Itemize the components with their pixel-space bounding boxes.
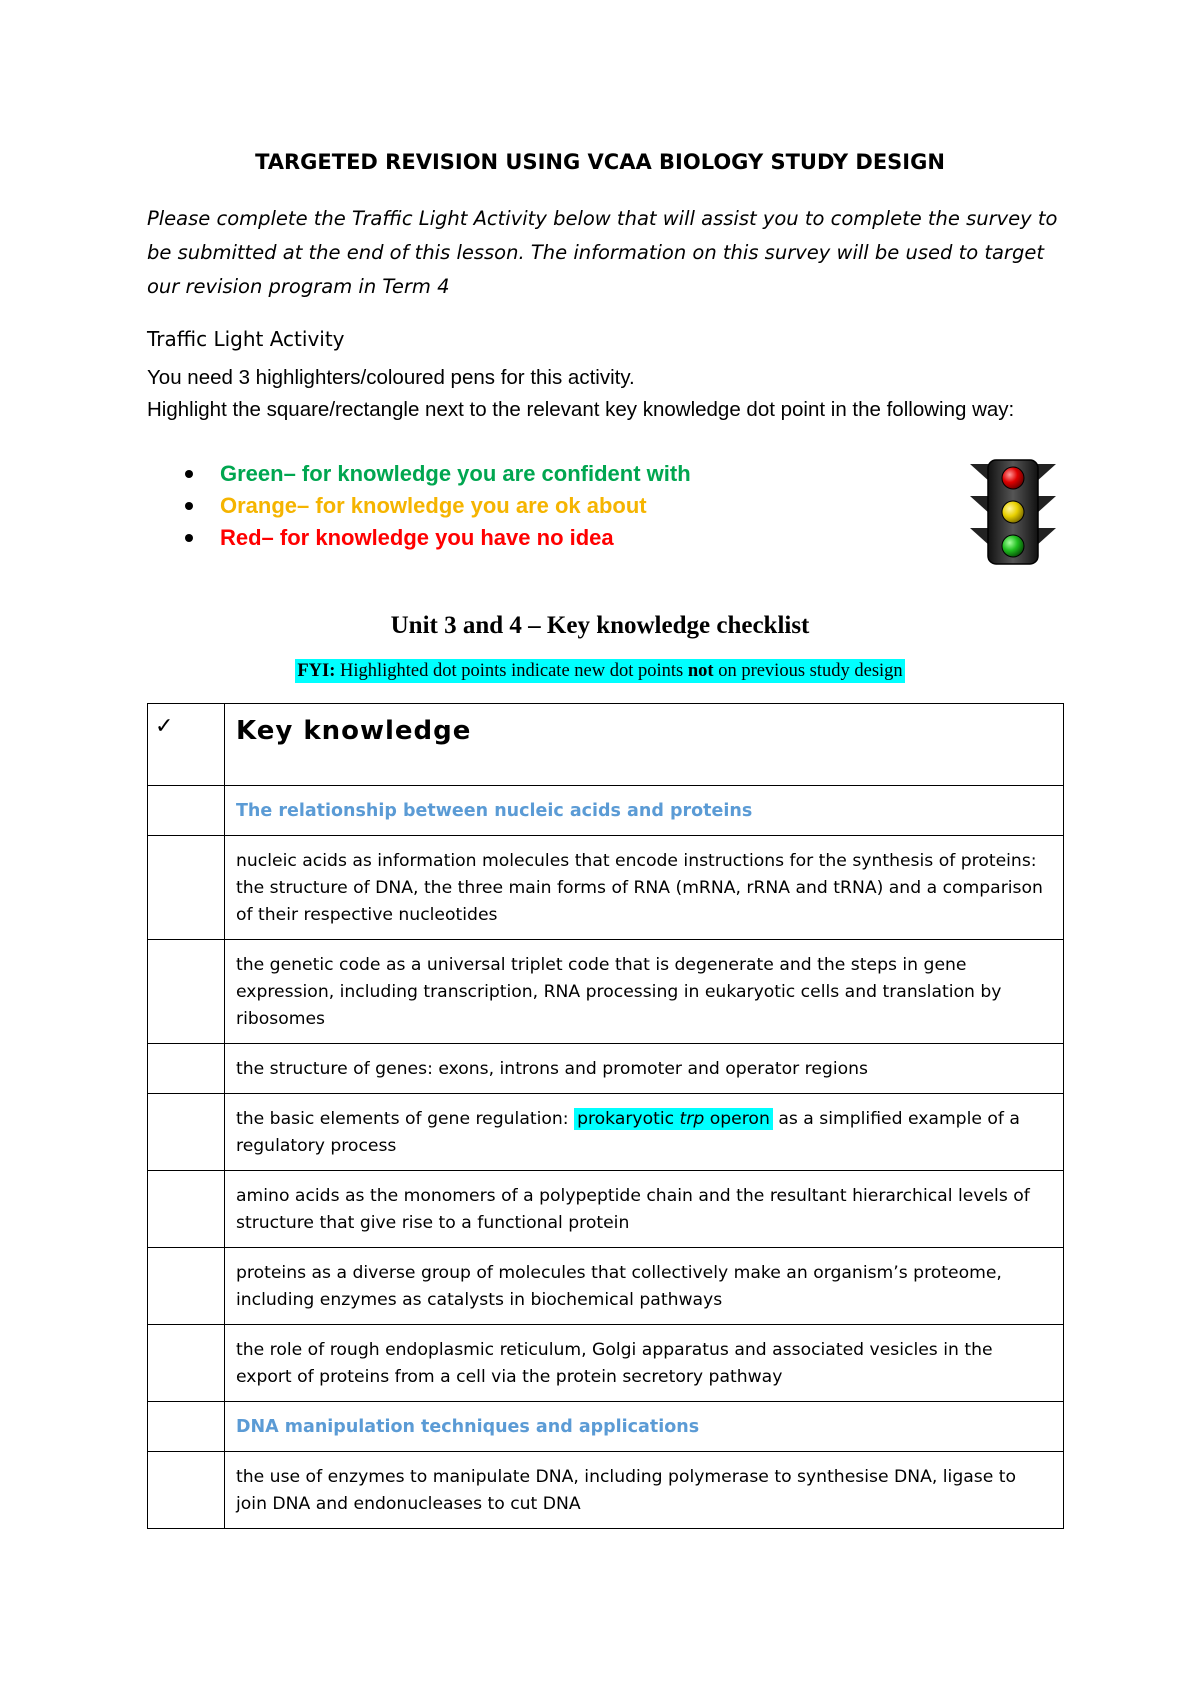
gene-reg-hl-italic: trp — [679, 1109, 705, 1129]
check-cell[interactable] — [148, 1094, 225, 1171]
check-cell[interactable] — [148, 1171, 225, 1248]
checklist-heading: Unit 3 and 4 – Key knowledge checklist — [390, 612, 810, 639]
table-row — [148, 1325, 1064, 1402]
check-cell[interactable] — [148, 786, 225, 836]
instruction-line-2: Highlight the square/rectangle next to the relevant key knowledge dot point in the following way: — [147, 398, 1015, 421]
fyi-text-after: on previous study design — [718, 661, 903, 681]
traffic-light-heading: Traffic Light Activity — [147, 327, 345, 351]
knowledge-item: nucleic acids as information molecules that encode instructions for the synthesis of proteins: the structure of DNA, the three main forms of RNA (mRNA, rRNA and tRNA) and a comparison of their respective nucleotides — [225, 836, 1064, 940]
table-row — [148, 940, 1064, 1044]
list-item — [180, 490, 691, 522]
bullet-icon — [185, 534, 193, 542]
check-column-header — [148, 704, 225, 786]
traffic-light-icon — [968, 458, 1058, 566]
check-cell[interactable] — [148, 1325, 225, 1402]
fyi-text-before: Highlighted dot points indicate new dot points — [339, 661, 684, 681]
check-cell[interactable] — [148, 836, 225, 940]
table-row — [148, 1402, 1064, 1452]
bullet-icon — [185, 470, 193, 478]
table-row — [148, 1171, 1064, 1248]
color-key-list — [180, 458, 691, 554]
knowledge-item: the role of rough endoplasmic reticulum, Golgi apparatus and associated vesicles in the export of proteins from a cell via the protein secretory pathway — [225, 1325, 1064, 1402]
check-cell[interactable] — [148, 940, 225, 1044]
knowledge-item: the structure of genes: exons, introns and promoter and operator regions — [225, 1044, 1064, 1094]
bullet-icon — [185, 502, 193, 510]
gene-reg-hl-b: operon — [709, 1109, 770, 1129]
instruction-line-1: You need 3 highlighters/coloured pens for this activity. — [147, 366, 635, 389]
table-header-row — [148, 704, 1064, 786]
green-key-text: Green– for knowledge you are confident with — [220, 461, 691, 486]
new-dot-point-highlight — [574, 1108, 773, 1130]
check-cell[interactable] — [148, 1452, 225, 1529]
list-item — [180, 522, 691, 554]
table-row — [148, 786, 1064, 836]
gene-reg-hl-a: prokaryotic — [577, 1109, 675, 1129]
check-cell[interactable] — [148, 1402, 225, 1452]
orange-key-text: Orange– for knowledge you are ok about — [220, 493, 647, 518]
red-key-text: Red– for knowledge you have no idea — [220, 525, 614, 550]
check-cell[interactable] — [148, 1248, 225, 1325]
knowledge-item: the use of enzymes to manipulate DNA, including polymerase to synthesise DNA, ligase to join DNA and endonucleases to cut DNA — [225, 1452, 1064, 1529]
knowledge-item: the genetic code as a universal triplet code that is degenerate and the steps in gene expression, including transcription, RNA processing in eukaryotic cells and translation by ribosomes — [225, 940, 1064, 1044]
fyi-note — [0, 661, 1200, 682]
knowledge-item: proteins as a diverse group of molecules that collectively make an organism’s proteome, including enzymes as catalysts in biochemical pathways — [225, 1248, 1064, 1325]
section-heading-dna-manipulation: DNA manipulation techniques and applications — [225, 1402, 1064, 1452]
table-row — [148, 1248, 1064, 1325]
table-row — [148, 1044, 1064, 1094]
table-row — [148, 836, 1064, 940]
key-knowledge-table — [147, 703, 1064, 1529]
fyi-bold-word: not — [687, 661, 714, 681]
check-cell[interactable] — [148, 1044, 225, 1094]
instructions — [147, 362, 1077, 426]
knowledge-item: amino acids as the monomers of a polypeptide chain and the resultant hierarchical levels of structure that give rise to a functional protein — [225, 1171, 1064, 1248]
table-row — [148, 1452, 1064, 1529]
key-knowledge-column-header: Key knowledge — [225, 704, 1064, 786]
table-row — [148, 1094, 1064, 1171]
knowledge-item-gene-regulation — [225, 1094, 1064, 1171]
fyi-label: FYI: — [297, 661, 336, 681]
page-title: TARGETED REVISION USING VCAA BIOLOGY STUDY DESIGN — [255, 150, 945, 174]
checkmark-icon: ✓ — [155, 714, 174, 739]
gene-reg-before: the basic elements of gene regulation: — [236, 1109, 569, 1129]
list-item — [180, 458, 691, 490]
intro-paragraph: Please complete the Traffic Light Activity below that will assist you to complete the survey to be submitted at the end of this lesson. The information on this survey will be used to target our revision program in Term 4 — [147, 207, 1058, 298]
section-heading-nucleic-acids: The relationship between nucleic acids and proteins — [225, 786, 1064, 836]
gene-reg-after: as a simplified example of a regulatory process — [236, 1109, 1020, 1156]
